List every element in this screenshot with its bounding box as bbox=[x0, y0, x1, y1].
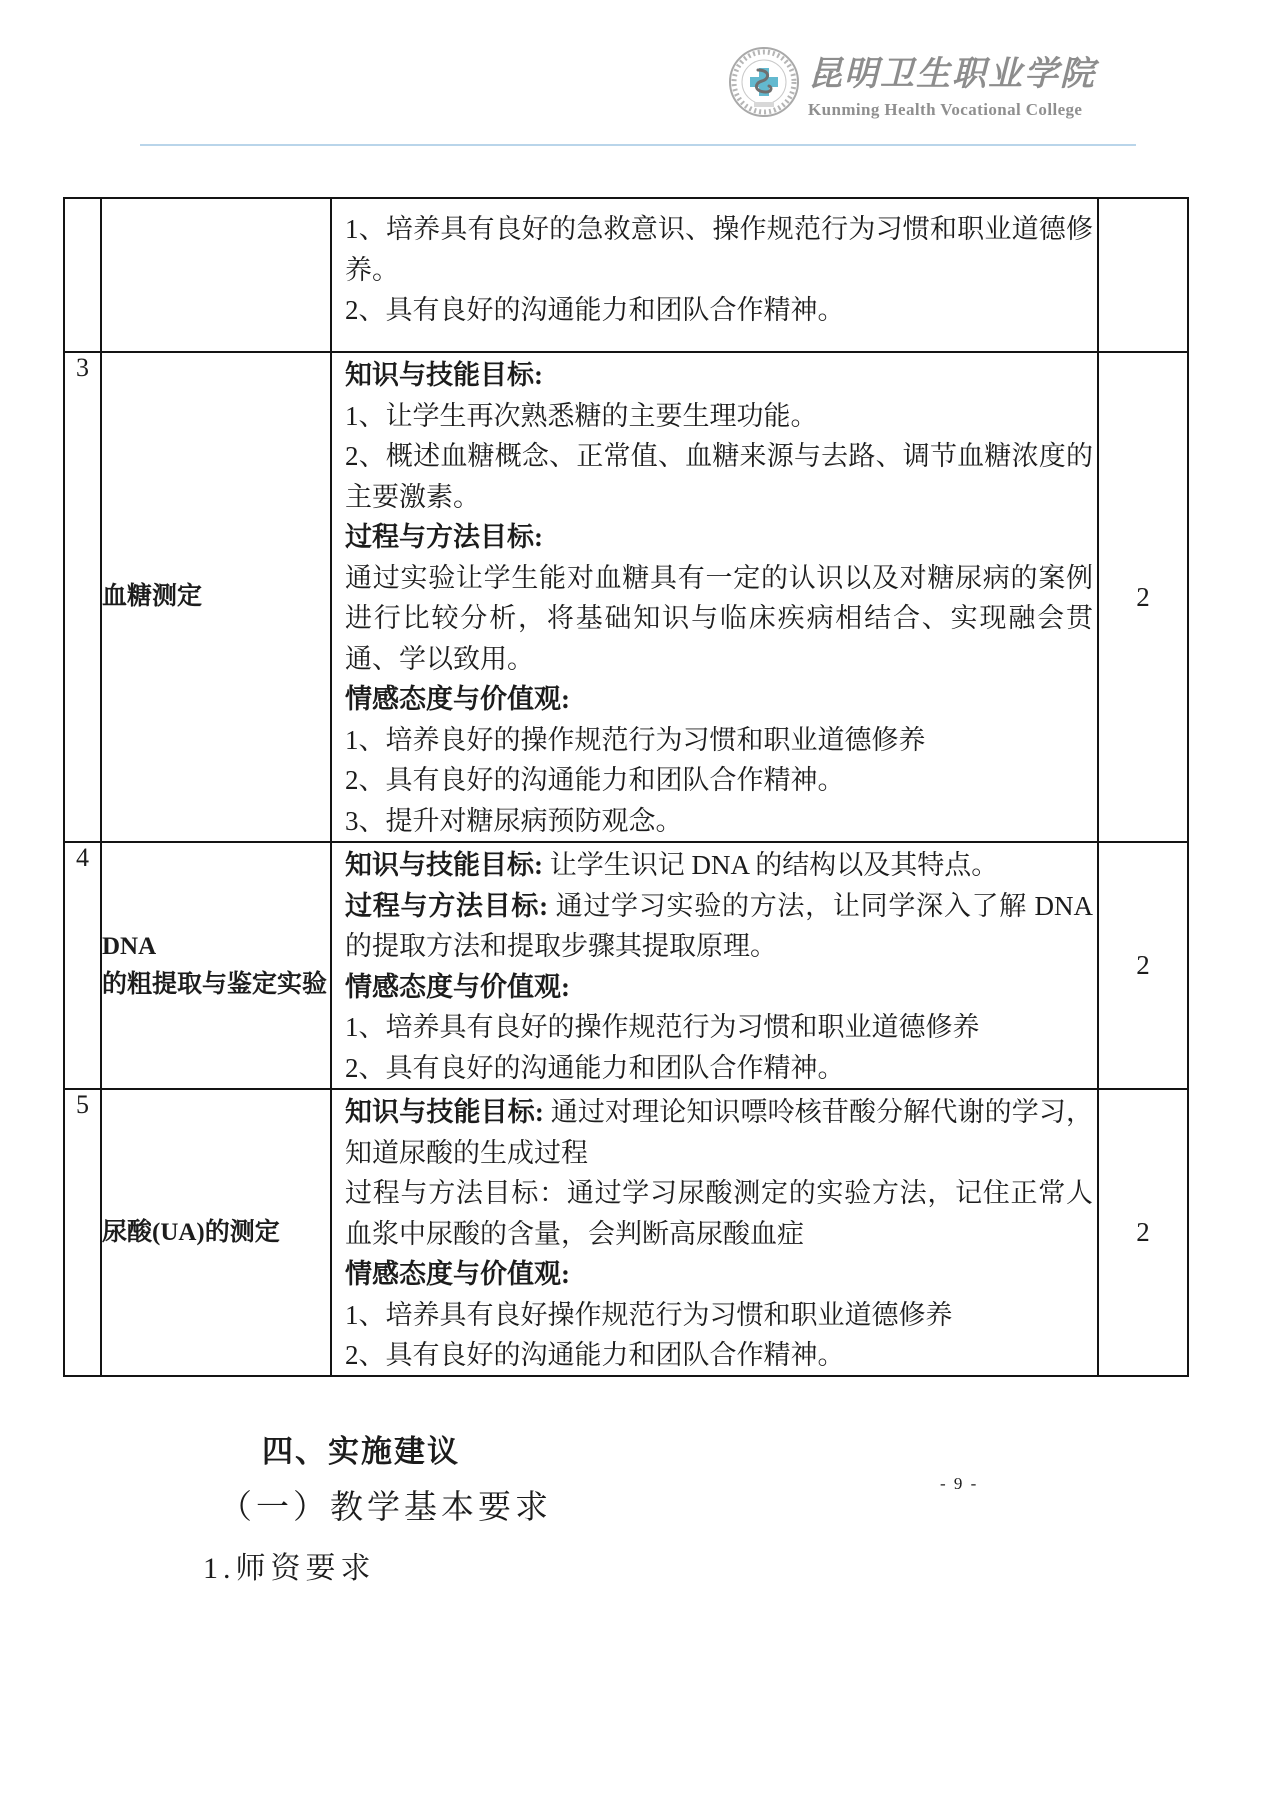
objective-paragraph: 1、培养良好的操作规范行为习惯和职业道德修养 bbox=[345, 724, 926, 755]
objective-paragraph: 1、培养具有良好操作规范行为习惯和职业道德修养 bbox=[345, 1299, 953, 1330]
objective-paragraph: 2、具有良好的沟通能力和团队合作精神。 bbox=[345, 1340, 845, 1370]
objective-paragraph: 2、具有良好的沟通能力和团队合作精神。 bbox=[345, 765, 845, 795]
objective-paragraph: 过程与方法目标：通过学习尿酸测定的实验方法，记住正常人血浆中尿酸的含量，会判断高尿酸血症 bbox=[345, 1178, 1093, 1249]
objective-paragraph: 过程与方法目标: 通过学习实验的方法，让同学深入了解 DNA 的提取方法和提取步骤其提取原理。 bbox=[345, 890, 1093, 961]
row-index-cell: 3 bbox=[64, 352, 101, 842]
objective-paragraph: 通过实验让学生能对血糖具有一定的认识以及对糖尿病的案例进行比较分析，将基础知识与临床疾病相结合、实现融会贯通、学以致用。 bbox=[345, 562, 1093, 674]
objectives-cell bbox=[331, 198, 1098, 352]
course-objectives-table bbox=[63, 197, 1189, 1377]
objectives-cell bbox=[331, 352, 1098, 842]
objective-paragraph: 知识与技能目标: 让学生识记 DNA 的结构以及其特点。 bbox=[345, 850, 999, 880]
table-row bbox=[64, 842, 1188, 1089]
hours-cell: 2 bbox=[1098, 842, 1188, 1089]
objective-paragraph: 知识与技能目标: 通过对理论知识嘌呤核苷酸分解代谢的学习，知道尿酸的生成过程 bbox=[345, 1097, 1094, 1168]
section-heading-implementation: 四、实施建议 bbox=[262, 1434, 460, 1469]
course-table-body bbox=[64, 198, 1188, 1376]
objective-paragraph: 情感态度与价值观: bbox=[345, 971, 570, 1002]
course-title-cell bbox=[101, 198, 331, 352]
objective-paragraph: 2、具有良好的沟通能力和团队合作精神。 bbox=[345, 295, 845, 325]
hours-cell bbox=[1098, 198, 1188, 352]
objective-paragraph: 1、培养具有良好的急救意识、操作规范行为习惯和职业道德修养。 bbox=[345, 214, 1093, 285]
objective-paragraph: 情感态度与价值观: bbox=[345, 1259, 570, 1289]
objective-paragraph: 1、让学生再次熟悉糖的主要生理功能。 bbox=[345, 400, 818, 431]
objective-paragraph: 2、具有良好的沟通能力和团队合作精神。 bbox=[345, 1052, 845, 1083]
college-name-zh: 昆明卫生职业学院 bbox=[808, 54, 1096, 94]
objective-paragraph: 情感态度与价值观: bbox=[345, 684, 570, 714]
objective-paragraph: 3、提升对糖尿病预防观念。 bbox=[345, 805, 683, 836]
row-index-cell bbox=[64, 198, 101, 352]
course-title-cell: 尿酸(UA)的测定 bbox=[101, 1089, 331, 1376]
page-number: - 9 - bbox=[940, 1474, 979, 1493]
college-name-en: Kunming Health Vocational College bbox=[808, 100, 1083, 119]
course-title-cell: DNA 的粗提取与鉴定实验 bbox=[101, 842, 331, 1089]
hours-cell: 2 bbox=[1098, 1089, 1188, 1376]
objectives-cell bbox=[331, 842, 1098, 1089]
objective-paragraph: 1、培养具有良好的操作规范行为习惯和职业道德修养 bbox=[345, 1012, 980, 1042]
row-index-cell: 5 bbox=[64, 1089, 101, 1376]
table-row bbox=[64, 352, 1188, 842]
row-index-cell: 4 bbox=[64, 842, 101, 1089]
header-divider bbox=[140, 144, 1136, 146]
course-title-cell: 血糖测定 bbox=[101, 352, 331, 842]
college-seal-icon bbox=[728, 46, 800, 118]
objective-paragraph: 2、概述血糖概念、正常值、血糖来源与去路、调节血糖浓度的主要激素。 bbox=[345, 441, 1093, 512]
objective-paragraph: 知识与技能目标: bbox=[345, 360, 543, 390]
hours-cell: 2 bbox=[1098, 352, 1188, 842]
section-heading-teaching-requirements: （一）教学基本要求 bbox=[219, 1490, 552, 1526]
objective-paragraph: 过程与方法目标: bbox=[345, 522, 543, 552]
table-row bbox=[64, 198, 1188, 352]
section-heading-faculty-requirements: 1.师资要求 bbox=[203, 1552, 376, 1585]
table-row bbox=[64, 1089, 1188, 1376]
objectives-cell bbox=[331, 1089, 1098, 1376]
